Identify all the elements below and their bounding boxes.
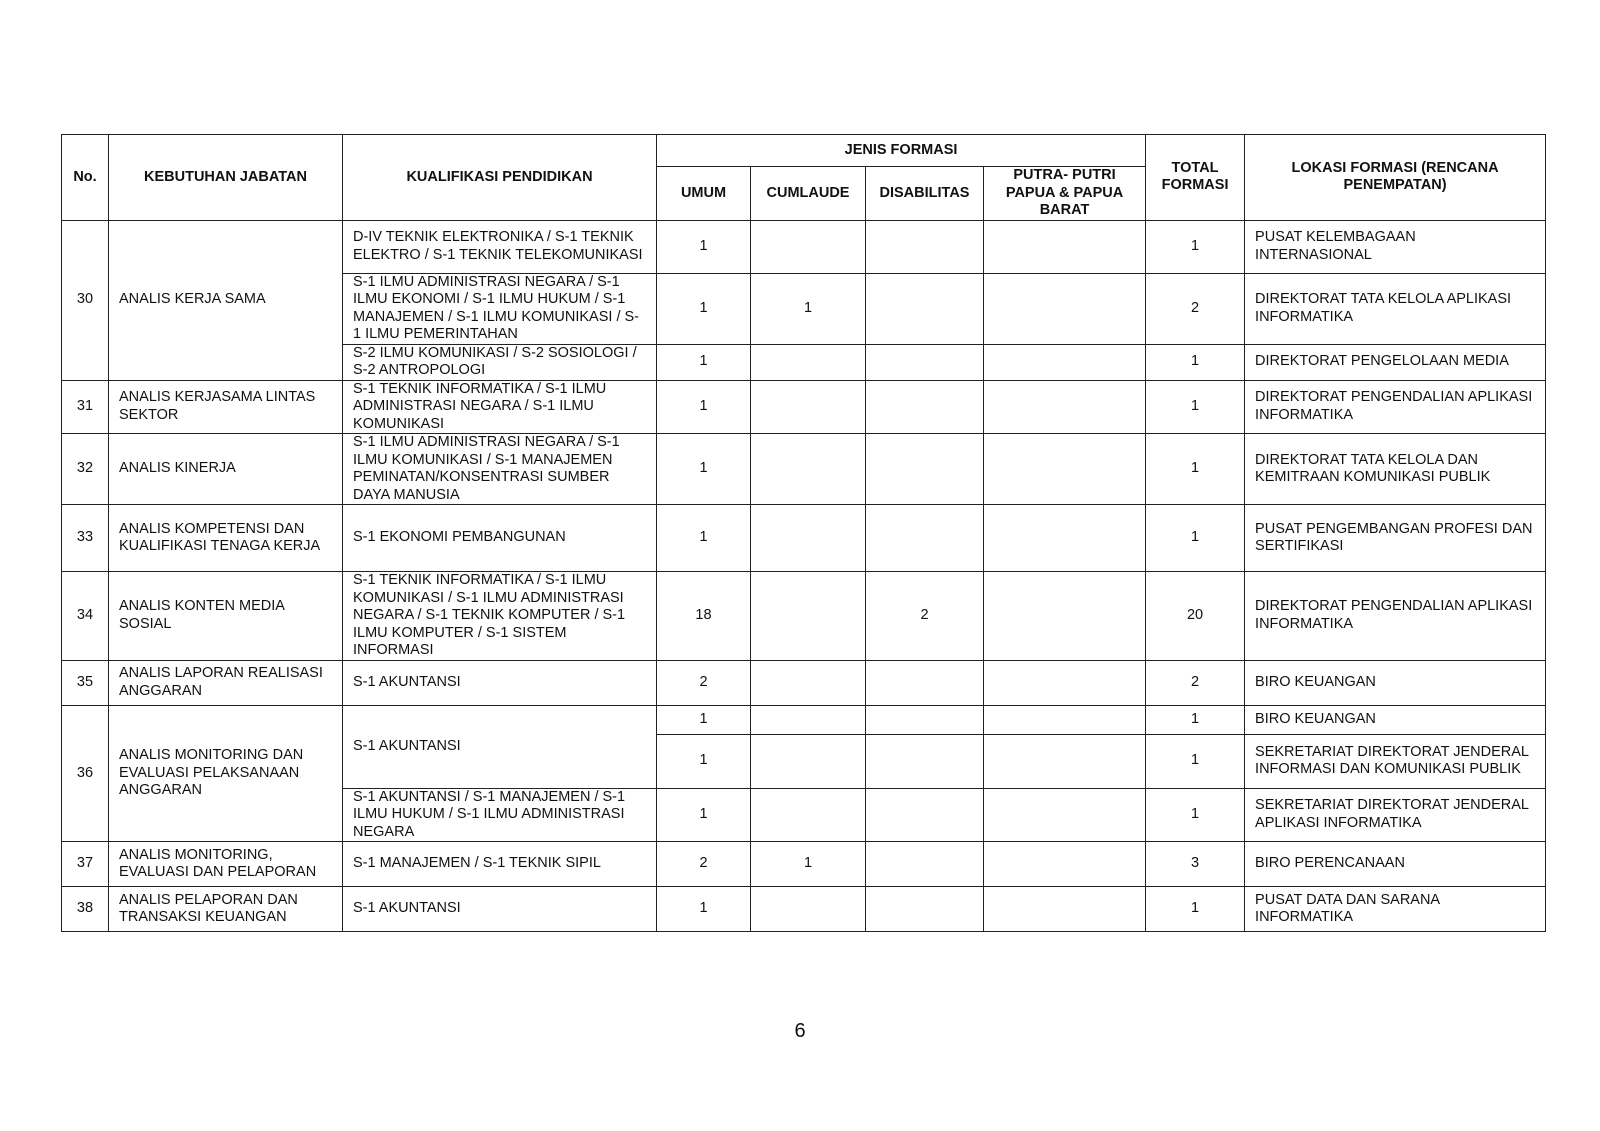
cell-umum: 1 <box>657 220 751 273</box>
header-kualifikasi-pendidikan: KUALIFIKASI PENDIDIKAN <box>343 135 657 221</box>
table-row <box>62 660 1546 705</box>
cell-kualifikasi: S-1 ILMU ADMINISTRASI NEGARA / S-1 ILMU KOMUNIKASI / S-1 MANAJEMEN PEMINATAN/KONSENTRASI SUMBER DAYA MANUSIA <box>343 434 657 505</box>
cell-total: 2 <box>1146 273 1245 344</box>
cell-umum: 1 <box>657 505 751 572</box>
cell-lokasi: DIREKTORAT PENGENDALIAN APLIKASI INFORMATIKA <box>1245 572 1546 661</box>
table-row <box>62 505 1546 572</box>
cell-cumlaude <box>751 887 866 932</box>
cell-disabilitas <box>866 220 984 273</box>
cell-cumlaude <box>751 220 866 273</box>
table-row <box>62 572 1546 661</box>
cell-cumlaude <box>751 572 866 661</box>
cell-no: 37 <box>62 842 109 887</box>
header-lokasi-formasi: LOKASI FORMASI (RENCANA PENEMPATAN) <box>1245 135 1546 221</box>
cell-total: 1 <box>1146 705 1245 734</box>
cell-putra-putri <box>984 842 1146 887</box>
cell-disabilitas <box>866 380 984 434</box>
cell-total: 1 <box>1146 887 1245 932</box>
header-jenis-formasi: JENIS FORMASI <box>657 135 1146 167</box>
cell-jabatan: ANALIS PELAPORAN DAN TRANSAKSI KEUANGAN <box>109 887 343 932</box>
cell-kualifikasi: S-1 AKUNTANSI <box>343 660 657 705</box>
cell-lokasi: SEKRETARIAT DIREKTORAT JENDERAL APLIKASI INFORMATIKA <box>1245 788 1546 842</box>
cell-putra-putri <box>984 788 1146 842</box>
cell-jabatan: ANALIS KERJA SAMA <box>109 220 343 380</box>
cell-kualifikasi: S-1 MANAJEMEN / S-1 TEKNIK SIPIL <box>343 842 657 887</box>
cell-cumlaude <box>751 660 866 705</box>
cell-kualifikasi: S-1 ILMU ADMINISTRASI NEGARA / S-1 ILMU EKONOMI / S-1 ILMU HUKUM / S-1 MANAJEMEN / S-1 ILMU KOMUNIKASI / S-1 ILMU PEMERINTAHAN <box>343 273 657 344</box>
cell-kualifikasi: S-1 AKUNTANSI <box>343 887 657 932</box>
header-cumlaude: CUMLAUDE <box>751 167 866 221</box>
cell-no: 36 <box>62 705 109 842</box>
cell-umum: 1 <box>657 344 751 380</box>
cell-kualifikasi: S-1 TEKNIK INFORMATIKA / S-1 ILMU ADMINISTRASI NEGARA / S-1 ILMU KOMUNIKASI <box>343 380 657 434</box>
header-total-formasi: TOTAL FORMASI <box>1146 135 1245 221</box>
cell-disabilitas: 2 <box>866 572 984 661</box>
header-umum: UMUM <box>657 167 751 221</box>
cell-total: 1 <box>1146 788 1245 842</box>
cell-disabilitas <box>866 660 984 705</box>
cell-umum: 2 <box>657 660 751 705</box>
cell-umum: 18 <box>657 572 751 661</box>
cell-jabatan: ANALIS KOMPETENSI DAN KUALIFIKASI TENAGA KERJA <box>109 505 343 572</box>
cell-lokasi: SEKRETARIAT DIREKTORAT JENDERAL INFORMASI DAN KOMUNIKASI PUBLIK <box>1245 734 1546 788</box>
cell-umum: 1 <box>657 273 751 344</box>
cell-putra-putri <box>984 434 1146 505</box>
cell-disabilitas <box>866 788 984 842</box>
cell-lokasi: BIRO PERENCANAAN <box>1245 842 1546 887</box>
table-row <box>62 705 1546 734</box>
cell-disabilitas <box>866 887 984 932</box>
cell-total: 1 <box>1146 505 1245 572</box>
cell-total: 20 <box>1146 572 1245 661</box>
cell-cumlaude: 1 <box>751 273 866 344</box>
cell-total: 1 <box>1146 380 1245 434</box>
cell-lokasi: DIREKTORAT TATA KELOLA DAN KEMITRAAN KOMUNIKASI PUBLIK <box>1245 434 1546 505</box>
cell-umum: 1 <box>657 380 751 434</box>
cell-disabilitas <box>866 344 984 380</box>
cell-total: 3 <box>1146 842 1245 887</box>
table-row <box>62 842 1546 887</box>
cell-putra-putri <box>984 705 1146 734</box>
cell-umum: 1 <box>657 788 751 842</box>
cell-disabilitas <box>866 734 984 788</box>
cell-putra-putri <box>984 660 1146 705</box>
cell-cumlaude <box>751 705 866 734</box>
cell-kualifikasi: S-1 AKUNTANSI / S-1 MANAJEMEN / S-1 ILMU HUKUM / S-1 ILMU ADMINISTRASI NEGARA <box>343 788 657 842</box>
cell-cumlaude <box>751 505 866 572</box>
cell-umum: 1 <box>657 705 751 734</box>
header-no: No. <box>62 135 109 221</box>
cell-no: 38 <box>62 887 109 932</box>
cell-kualifikasi: S-1 EKONOMI PEMBANGUNAN <box>343 505 657 572</box>
cell-total: 1 <box>1146 344 1245 380</box>
cell-putra-putri <box>984 505 1146 572</box>
cell-cumlaude: 1 <box>751 842 866 887</box>
cell-no: 31 <box>62 380 109 434</box>
cell-putra-putri <box>984 380 1146 434</box>
cell-kualifikasi: D-IV TEKNIK ELEKTRONIKA / S-1 TEKNIK ELEKTRO / S-1 TEKNIK TELEKOMUNIKASI <box>343 220 657 273</box>
cell-lokasi: PUSAT DATA DAN SARANA INFORMATIKA <box>1245 887 1546 932</box>
cell-total: 1 <box>1146 734 1245 788</box>
cell-no: 35 <box>62 660 109 705</box>
cell-umum: 1 <box>657 434 751 505</box>
cell-lokasi: PUSAT KELEMBAGAAN INTERNASIONAL <box>1245 220 1546 273</box>
table-row <box>62 220 1546 273</box>
cell-kualifikasi: S-1 AKUNTANSI <box>343 705 657 788</box>
cell-umum: 2 <box>657 842 751 887</box>
cell-putra-putri <box>984 572 1146 661</box>
cell-disabilitas <box>866 505 984 572</box>
cell-no: 34 <box>62 572 109 661</box>
cell-lokasi: BIRO KEUANGAN <box>1245 660 1546 705</box>
cell-lokasi: DIREKTORAT TATA KELOLA APLIKASI INFORMATIKA <box>1245 273 1546 344</box>
cell-lokasi: BIRO KEUANGAN <box>1245 705 1546 734</box>
cell-jabatan: ANALIS LAPORAN REALISASI ANGGARAN <box>109 660 343 705</box>
cell-cumlaude <box>751 434 866 505</box>
cell-jabatan: ANALIS KERJASAMA LINTAS SEKTOR <box>109 380 343 434</box>
cell-jabatan: ANALIS MONITORING, EVALUASI DAN PELAPORAN <box>109 842 343 887</box>
cell-jabatan: ANALIS KINERJA <box>109 434 343 505</box>
formasi-table <box>61 134 1546 932</box>
cell-umum: 1 <box>657 887 751 932</box>
page-number: 6 <box>794 1020 806 1042</box>
cell-putra-putri <box>984 220 1146 273</box>
cell-putra-putri <box>984 344 1146 380</box>
cell-cumlaude <box>751 344 866 380</box>
cell-no: 32 <box>62 434 109 505</box>
cell-cumlaude <box>751 734 866 788</box>
cell-jabatan: ANALIS KONTEN MEDIA SOSIAL <box>109 572 343 661</box>
cell-kualifikasi: S-2 ILMU KOMUNIKASI / S-2 SOSIOLOGI / S-2 ANTROPOLOGI <box>343 344 657 380</box>
cell-cumlaude <box>751 788 866 842</box>
header-disabilitas: DISABILITAS <box>866 167 984 221</box>
table-row <box>62 380 1546 434</box>
cell-lokasi: DIREKTORAT PENGENDALIAN APLIKASI INFORMATIKA <box>1245 380 1546 434</box>
header-kebutuhan-jabatan: KEBUTUHAN JABATAN <box>109 135 343 221</box>
cell-disabilitas <box>866 705 984 734</box>
cell-no: 30 <box>62 220 109 380</box>
table-row <box>62 887 1546 932</box>
cell-umum: 1 <box>657 734 751 788</box>
cell-lokasi: PUSAT PENGEMBANGAN PROFESI DAN SERTIFIKASI <box>1245 505 1546 572</box>
cell-total: 1 <box>1146 434 1245 505</box>
cell-disabilitas <box>866 842 984 887</box>
cell-no: 33 <box>62 505 109 572</box>
cell-cumlaude <box>751 380 866 434</box>
cell-disabilitas <box>866 434 984 505</box>
cell-kualifikasi: S-1 TEKNIK INFORMATIKA / S-1 ILMU KOMUNIKASI / S-1 ILMU ADMINISTRASI NEGARA / S-1 TEKNIK KOMPUTER / S-1 ILMU KOMPUTER / S-1 SISTEM INFORMASI <box>343 572 657 661</box>
cell-lokasi: DIREKTORAT PENGELOLAAN MEDIA <box>1245 344 1546 380</box>
cell-putra-putri <box>984 887 1146 932</box>
cell-putra-putri <box>984 734 1146 788</box>
table-row <box>62 434 1546 505</box>
cell-total: 1 <box>1146 220 1245 273</box>
cell-jabatan: ANALIS MONITORING DAN EVALUASI PELAKSANAAN ANGGARAN <box>109 705 343 842</box>
cell-disabilitas <box>866 273 984 344</box>
cell-putra-putri <box>984 273 1146 344</box>
cell-total: 2 <box>1146 660 1245 705</box>
header-putra-putri-papua: PUTRA- PUTRI PAPUA & PAPUA BARAT <box>984 167 1146 221</box>
